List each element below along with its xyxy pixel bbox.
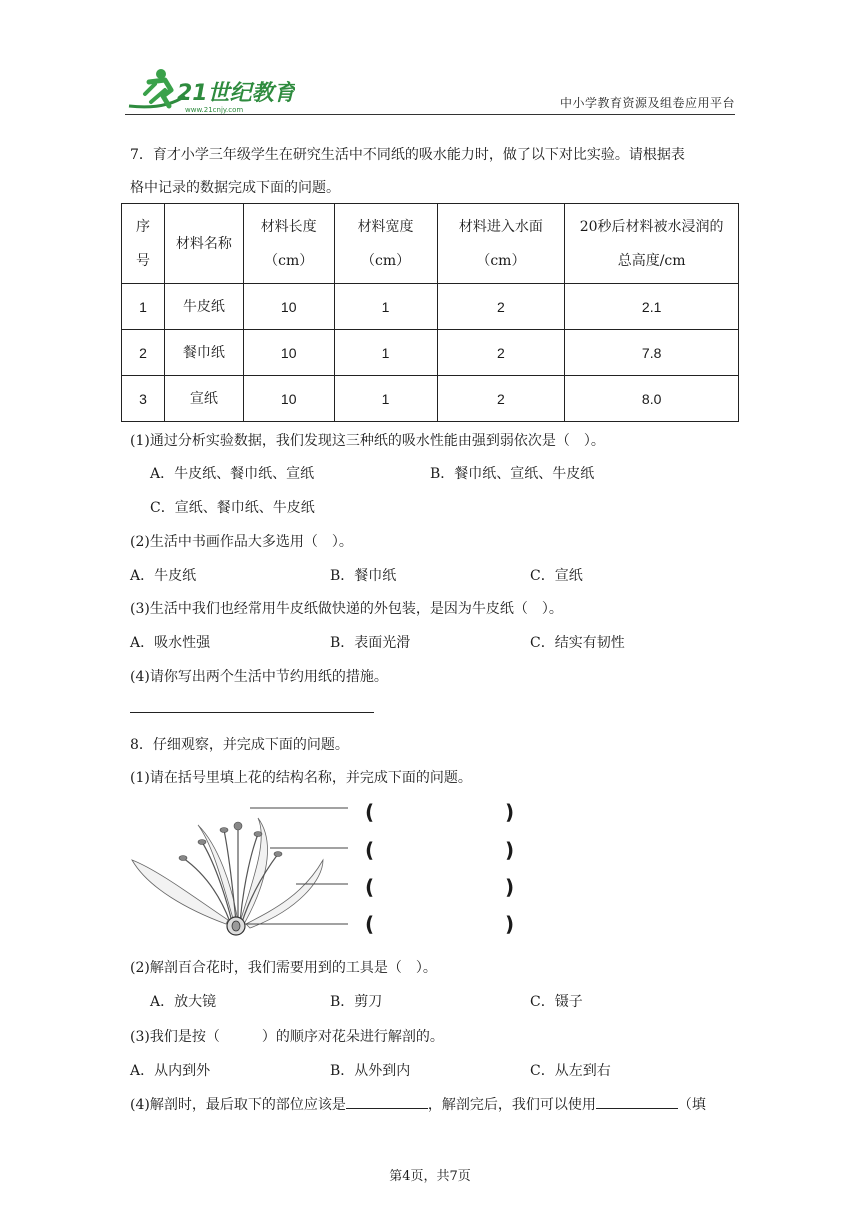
table-cell: 8.0 [565,376,739,422]
table-header-cell: 材料长度 （cm） [243,204,334,284]
table-header-cell: 材料名称 [164,204,243,284]
q7-sub3-option-a: A．吸水性强 [130,635,211,651]
q8-sub3-option-b: B．从外到内 [330,1063,411,1079]
bracket-close: ) [505,838,515,862]
q8-sub4-text2: ，解剖完后，我们可以使用 [427,1097,596,1113]
logo-graphic [125,66,295,116]
q8-sub1: (1)请在括号里填上花的结构名称，并完成下面的问题。 [130,770,472,786]
table-cell: 2 [437,284,565,330]
q8-sub3-option-a: A．从内到外 [130,1063,211,1079]
table-cell: 2 [122,330,165,376]
q8-sub3-option-c: C．从左到右 [530,1063,611,1079]
q8-sub2-option-c: C．镊子 [530,994,583,1010]
table-header-cell: 20秒后材料被水浸润的 总高度/cm [565,204,739,284]
table-cell: 1 [334,376,437,422]
bracket-open: ( [365,838,375,862]
q7-stem-line2: 格中记录的数据完成下面的问题。 [130,180,340,196]
q7-sub1-option-b: B．餐巾纸、宣纸、牛皮纸 [430,466,595,482]
table-cell: 宣纸 [164,376,243,422]
experiment-table [121,203,739,422]
answer-line[interactable] [130,712,374,713]
table-header-cell: 序 号 [122,204,165,284]
table-cell: 2.1 [565,284,739,330]
q8-sub2: (2)解剖百合花时，我们需要用到的工具是（ ）。 [130,960,437,976]
bracket-close: ) [505,912,515,936]
q8-sub4-text3: （填 [677,1097,706,1113]
q7-sub1-option-c: C．宣纸、餐巾纸、牛皮纸 [150,500,315,516]
table-cell: 1 [334,284,437,330]
svg-text:21世纪教育: 21世纪教育 [177,81,295,106]
header-divider [125,114,735,115]
svg-text:www.21cnjy.com: www.21cnjy.com [185,106,244,114]
q7-sub3-option-b: B．表面光滑 [330,635,411,651]
answer-blank[interactable] [596,1095,678,1109]
table-cell: 2 [437,330,565,376]
table-row [122,284,739,330]
q8-sub3: (3)我们是按（ ）的顺序对花朵进行解剖的。 [130,1029,444,1045]
q7-sub2: (2)生活中书画作品大多选用（ ）。 [130,534,353,550]
q7-sub2-option-c: C．宣纸 [530,568,583,584]
platform-name: 中小学教育资源及组卷应用平台 [559,96,735,110]
table-cell: 10 [243,330,334,376]
q8-sub4 [130,1094,706,1114]
bracket-open: ( [365,912,375,936]
table-row [122,330,739,376]
table-cell: 1 [334,330,437,376]
q7-sub4: (4)请你写出两个生活中节约用纸的措施。 [130,669,388,685]
table-cell: 10 [243,284,334,330]
table-cell: 10 [243,376,334,422]
table-header-cell: 材料宽度 （cm） [334,204,437,284]
table-cell: 2 [437,376,565,422]
q7-sub2-option-a: A．牛皮纸 [130,568,197,584]
q7-sub3: (3)生活中我们也经常用牛皮纸做快递的外包装，是因为牛皮纸（ ）。 [130,601,563,617]
q8-sub4-text1: (4)解剖时，最后取下的部位应该是 [130,1097,346,1113]
table-cell: 1 [122,284,165,330]
q8-sub2-option-a: A．放大镜 [150,994,217,1010]
table-cell: 餐巾纸 [164,330,243,376]
bracket-close: ) [505,875,515,899]
q7-sub3-option-c: C．结实有韧性 [530,635,625,651]
page-header [125,62,735,118]
table-row [122,376,739,422]
table-header-cell: 材料进入水面 （cm） [437,204,565,284]
table-cell: 3 [122,376,165,422]
flower-diagram [128,800,358,945]
lily-flower-illustration [128,800,358,945]
q7-stem-line1: 7．育才小学三年级学生在研究生活中不同纸的吸水能力时，做了以下对比实验。请根据表 [130,147,685,163]
table-cell: 牛皮纸 [164,284,243,330]
bracket-open: ( [365,800,375,824]
page-number: 第4页，共7页 [389,1169,471,1184]
bracket-open: ( [365,875,375,899]
table-cell: 7.8 [565,330,739,376]
q8-sub2-option-b: B．剪刀 [330,994,383,1010]
q8-stem: 8．仔细观察，并完成下面的问题。 [130,737,349,753]
bracket-close: ) [505,800,515,824]
q7-sub1: (1)通过分析实验数据，我们发现这三种纸的吸水性能由强到弱依次是（ ）。 [130,433,605,449]
q7-sub2-option-b: B．餐巾纸 [330,568,397,584]
site-logo [125,66,295,116]
q7-sub1-option-a: A．牛皮纸、餐巾纸、宣纸 [150,466,315,482]
table-header-row [122,204,739,284]
answer-blank[interactable] [346,1095,428,1109]
